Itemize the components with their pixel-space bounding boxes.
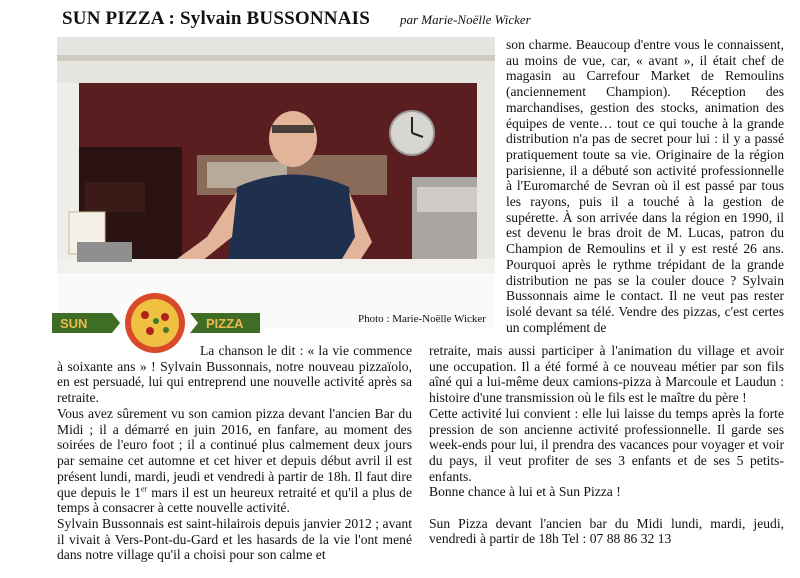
right-column-top [506,37,784,335]
paragraph: Cette activité lui convient : elle lui laisse du temps après la forte pression de son ancienne activité professionnelle. Il garde ses week-ends pour lui, il prendra des vacances pour voyager et voir du pays, il veut profiter de ses 3 enfants et de ses 5 petits-enfants. [429,405,784,484]
paragraph: son charme. Beaucoup d'entre vous le connaissent, au moins de vue, car, « avant », il était chef de magasin au Carrefour Market de Remoulins (anciennement Champion). Réception des marchandises, gestion des stocks, animation des équipes de vente… tout ce qui touche à la grande distribution n'a pas de secret pour lui : il y a passé pratiquement toute sa vie. Originaire de la région parisienne, il a débuté son activité professionnelle à l'Euromarché de Sevran où il est passé par tous les rayons, puis il a touché à la gestion de supérette. À son arrivée dans la région en 1990, il est devenu le bras droit de M. Lucas, patron du Champion de Remoulins et il y est resté 26 ans. Pourquoi après le rythme trépidant de la grande distribution ne pas se la couler douce ? Sylvain Bussonnais aime le contact. Il ne veut pas rester isolé devant sa télé. Vendre des pizzas, c'est certes un complément de [506,37,784,335]
clock-icon [390,111,434,155]
paragraph-text: Vous avez sûrement vu son camion pizza devant l'ancien Bar du Midi ; il a démarré en juin 2016, en fanfare, au moment des soirées de l'euro foot ; il a continué plus calmement deux jours par semaine cet automne et cet hiver et depuis début avril il est présent lundi, mardi, jeudi et vendredi à partir de 18h. Il faut dire que depuis le 1 [57,406,412,500]
paragraph: Sylvain Bussonnais est saint-hilairois depuis janvier 2012 ; avant il vivait à Vers-Pont-du-Gard et les hasards de la vie l'ont mené dans notre village qu'il a choisi pour son calme et [57,515,412,563]
paragraph-text: mars il est un heureux retraité et qu'il a plus de temps à consacrer à cette nouvelle activité. [57,484,412,516]
superscript: er [140,483,148,493]
paragraph: Bonne chance à lui et à Sun Pizza ! [429,484,621,500]
contact-info: Sun Pizza devant l'ancien bar du Midi lundi, mardi, jeudi, vendredi à partir de 18h Tel : 07 88 86 32 13 [429,515,784,547]
logo-sun-text: SUN [60,316,88,331]
paragraph [57,406,412,516]
paragraph: retraite, mais aussi participer à l'animation du village et avoir une occupation. Il a été formé à ce nouveau métier par son fils aîné qui a lui-même deux camions-pizza à Marcoule et Laudun : histoire d'une transmission où le fils est le maître du père ! [429,343,784,406]
left-column-body [57,406,412,563]
logo-pizza-text: PIZZA [206,316,244,331]
right-column-bottom [429,343,784,547]
article-title: SUN PIZZA : Sylvain BUSSONNAIS [62,8,370,29]
article-photo [57,37,495,328]
paragraph: La chanson le dit : « la vie commence à soixante ans » ! Sylvain Bussonnais, notre nouveau pizzaïolo, en est persuadé, lui qui entreprend une nouvelle activité après sa retraite. [57,343,412,406]
photo-credit: Photo : Marie-Noëlle Wicker [358,313,486,325]
byline: par Marie-Noëlle Wicker [400,12,531,27]
left-column [57,343,412,406]
